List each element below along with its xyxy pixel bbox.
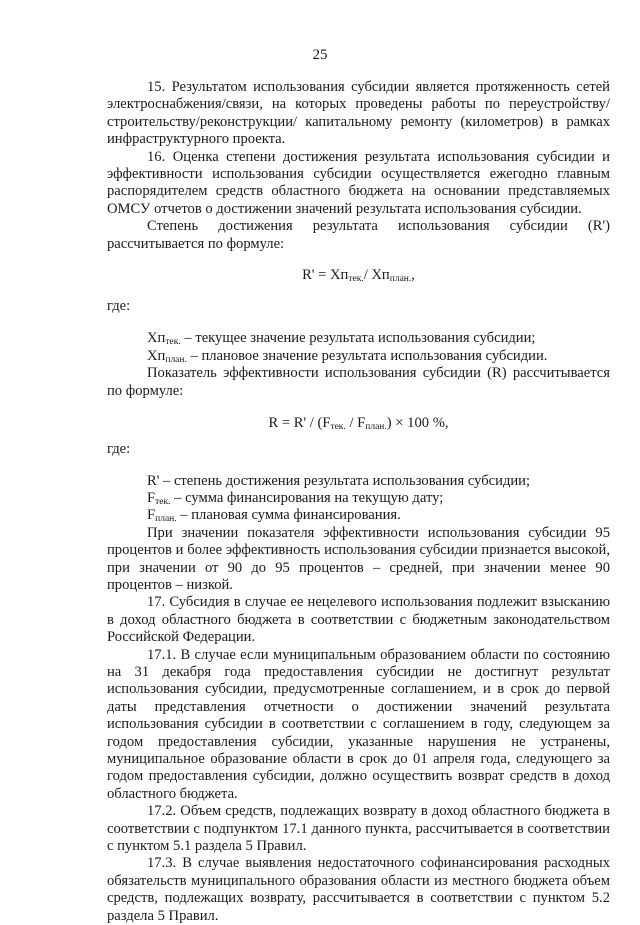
definition-r-prime: R' – степень достижения результата использования субсидии; [147,472,531,489]
paragraph-efficiency-formula-intro: Показатель эффективности использования субсидии (R) рассчитывается по формуле: [107,365,610,399]
paragraph-17-3: 17.3. В случае выявления недостаточного софинансирования расходных обязательств муниципального образования области из местного бюджета объем средств, подлежащих возврату, рассчитывается в соответствии с пунктом 5.2 раздела 5 Правил. [107,855,610,924]
paragraph-17-2: 17.2. Объем средств, подлежащих возврату в доход областного бюджета в соответствии с подпунктом 17.1 данного пункта, рассчитывается в соответствии с пунктом 5.1 раздела 5 Правил. [107,803,610,855]
where-label-2: где: [107,440,131,457]
page-number: 25 [312,47,328,63]
paragraph-17-1: 17.1. В случае если муниципальным образованием области по состоянию на 31 декабря года предоставления субсидии не достигнут результат использования субсидии, предусмотренные соглашением, и в срок до первой даты представления отчетности о достижении значений результата использования субсидии в соответствии с соглашением в году, следующем за годом предоставления субсидии, указанные нарушения не устранены, муниципальное образование области в срок до 01 апреля года, следующего за годом предоставления субсидии, должно осуществить возврат средств в доход областного бюджета. [107,646,610,802]
paragraph-17: 17. Субсидия в случае ее нецелевого использования подлежит взысканию в доход областного бюджета в соответствии с бюджетным законодательством Российской Федерации. [107,594,610,646]
definition-f-plan: $F_{план.}$ – плановая сумма финансирования. [147,507,401,525]
definition-xp-plan: $Xп_{план.}$ – плановое значение результата использования субсидии. [147,347,548,365]
paragraph-degree-formula-intro: Степень достижения результата использования субсидии (R') рассчитывается по формуле: [107,218,610,252]
paragraph-15: 15. Результатом использования субсидии является протяженность сетей электроснабжения/связи, на которых проведены работы по переустройству/строительству/реконструкции/ капитальному ремонту (километров) в рамках инфраструктурного проекта. [107,79,610,148]
document-body [107,79,610,925]
paragraph-16: 16. Оценка степени достижения результата использования субсидии и эффективности использования субсидии осуществляется ежегодно главным распорядителем средств областного бюджета на основании представляемых ОМСУ отчетов о достижении значений результата использования субсидии. [107,148,610,217]
where-label-1: где: [107,298,131,315]
paragraph-efficiency-values: При значении показателя эффективности использования субсидии 95 процентов и более эффективность использования субсидии признается высокой, при значении от 90 до 95 процентов – средней, при значении менее 90 процентов – низкой. [107,524,610,593]
definition-xp-current: $Xп_{тек.}$ – текущее значение результата использования субсидии; [147,330,536,348]
formula-efficiency: $R = R' / (F_{тек.} / F_{план.}) \times 100$ %, [268,415,449,433]
formula-degree: $R' = Xп_{тек.}/$ $Xп_{план.}$, [302,267,415,285]
definition-f-current: $F_{тек.}$ – сумма финансирования на текущую дату; [147,489,444,507]
